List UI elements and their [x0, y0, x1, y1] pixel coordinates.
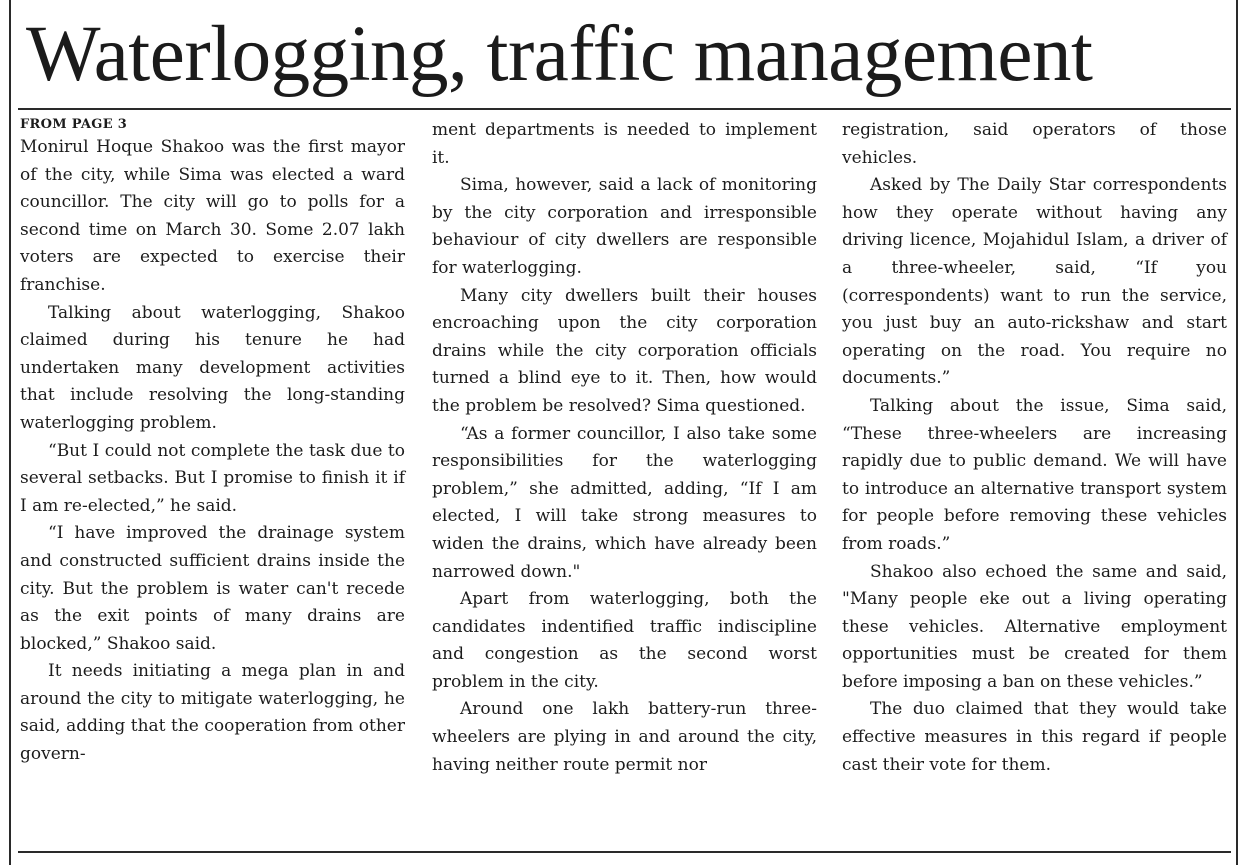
paragraph: “But I could not complete the task due to several setbacks. But I promise to finish it if I am re-elected,” he said.: [20, 440, 405, 516]
article-column-1: [20, 116, 405, 769]
paragraph: It needs initiating a mega plan in and around the city to mitigate waterlogging, he said, adding that the cooperation from other govern-: [20, 661, 405, 765]
paragraph: “As a former councillor, I also take some responsibilities for the waterlogging problem,” she admitted, adding, “If I am elected, I will take strong measures to widen the drains, which have already been narrowed down.": [432, 423, 817, 582]
footer-rule: [18, 851, 1231, 853]
headline: Waterlogging, traffic management: [26, 11, 1093, 98]
page-border-left: [9, 0, 11, 865]
headline-rule: [18, 108, 1231, 110]
paragraph: Talking about waterlogging, Shakoo claimed during his tenure he had undertaken many development activities that include resolving the long-standing waterlogging problem.: [20, 302, 405, 433]
article-column-3: [842, 117, 1227, 779]
paragraph: “I have improved the drainage system and constructed sufficient drains inside the city. But the problem is water can't recede as the exit points of many drains are blocked,” Shakoo said.: [20, 523, 405, 654]
paragraph: The duo claimed that they would take effective measures in this regard if people cast their vote for them.: [842, 699, 1227, 775]
paragraph: Monirul Hoque Shakoo was the first mayor of the city, while Sima was elected a ward councillor. The city will go to polls for a second time on March 30. Some 2.07 lakh voters are expected to exercise their franchise.: [20, 137, 405, 295]
paragraph: Shakoo also echoed the same and said, "Many people eke out a living operating these vehicles. Alternative employment opportunities must be created for them before imposing a ban on these vehicles.”: [842, 561, 1227, 692]
page-border-right: [1236, 0, 1238, 865]
article-column-2: [432, 117, 817, 779]
kicker: FROM PAGE 3: [20, 117, 128, 132]
paragraph: Asked by The Daily Star correspondents how they operate without having any driving licence, Mojahidul Islam, a driver of a three-wheeler, said, “If you (correspondents) want to run the service, you just buy an auto-rickshaw and start operating on the road. You require no documents.”: [842, 175, 1227, 389]
paragraph: ment departments is needed to implement it.: [432, 120, 817, 168]
paragraph: Many city dwellers built their houses encroaching upon the city corporation drains while the city corporation officials turned a blind eye to it. Then, how would the problem be resolved? Sima questioned.: [432, 285, 817, 416]
paragraph: Around one lakh battery-run three-wheelers are plying in and around the city, having neither route permit nor: [432, 699, 817, 775]
paragraph: registration, said operators of those vehicles.: [842, 120, 1227, 168]
paragraph: Talking about the issue, Sima said, “These three-wheelers are increasing rapidly due to public demand. We will have to introduce an alternative transport system for people before removing these vehicles from roads.”: [842, 395, 1227, 554]
paragraph: Apart from waterlogging, both the candidates indentified traffic indiscipline and congestion as the second worst problem in the city.: [432, 589, 817, 692]
paragraph: Sima, however, said a lack of monitoring by the city corporation and irresponsible behaviour of city dwellers are responsible for waterlogging.: [432, 175, 817, 278]
